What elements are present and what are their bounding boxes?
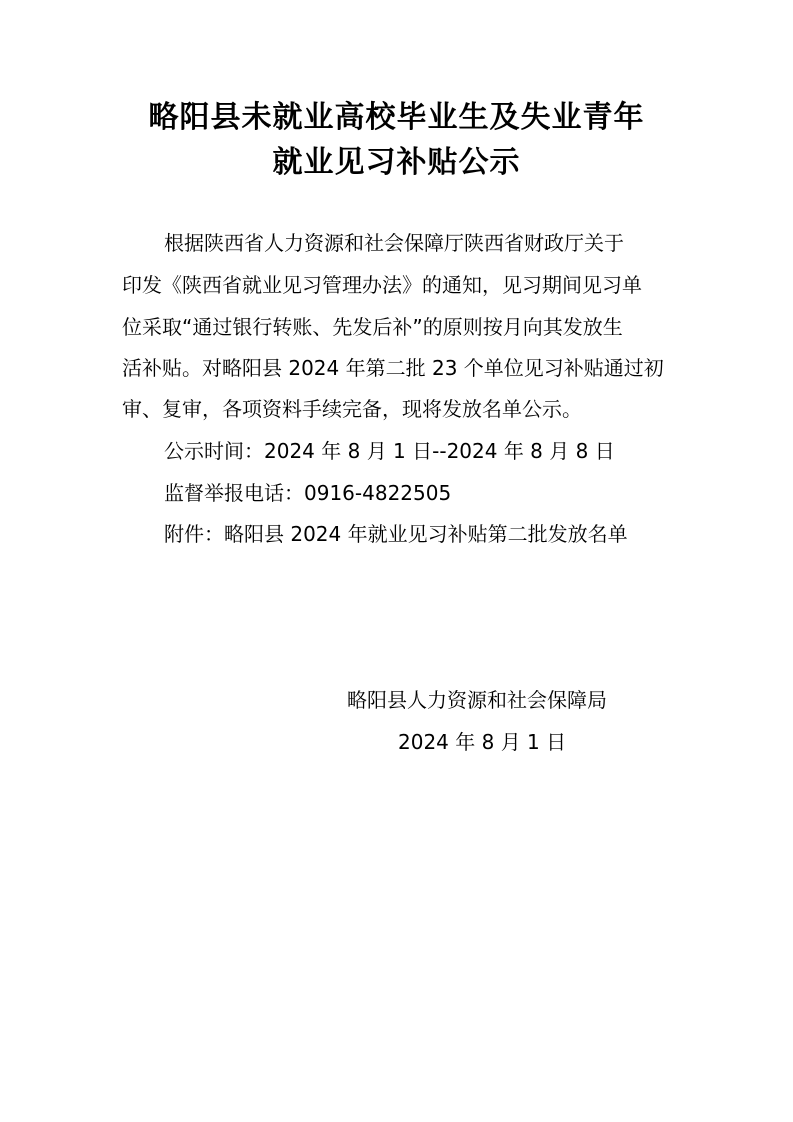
body-line-1: 根据陕西省人力资源和社会保障厅陕西省财政厅关于 bbox=[164, 231, 624, 255]
body-line-4: 活补贴。对略阳县 2024 年第二批 23 个单位见习补贴通过初 bbox=[122, 356, 664, 380]
document-title-line-2: 就业见习补贴公示 bbox=[272, 145, 521, 180]
body-line-3: 位采取“通过银行转账、先发后补”的原则按月向其发放生 bbox=[122, 315, 623, 339]
attachment-note: 附件：略阳县 2024 年就业见习补贴第二批发放名单 bbox=[164, 522, 628, 546]
document-title-line-1: 略阳县未就业高校毕业生及失业青年 bbox=[148, 100, 645, 135]
signature-organization: 略阳县人力资源和社会保障局 bbox=[347, 688, 607, 712]
notice-period: 公示时间：2024 年 8 月 1 日--2024 年 8 月 8 日 bbox=[164, 439, 615, 463]
body-line-5: 审、复审，各项资料手续完备，现将发放名单公示。 bbox=[122, 397, 582, 421]
body-line-2: 印发《陕西省就业见习管理办法》的通知，见习期间见习单 bbox=[122, 273, 642, 297]
report-phone: 监督举报电话：0916-4822505 bbox=[164, 481, 452, 505]
signature-date: 2024 年 8 月 1 日 bbox=[398, 730, 567, 754]
